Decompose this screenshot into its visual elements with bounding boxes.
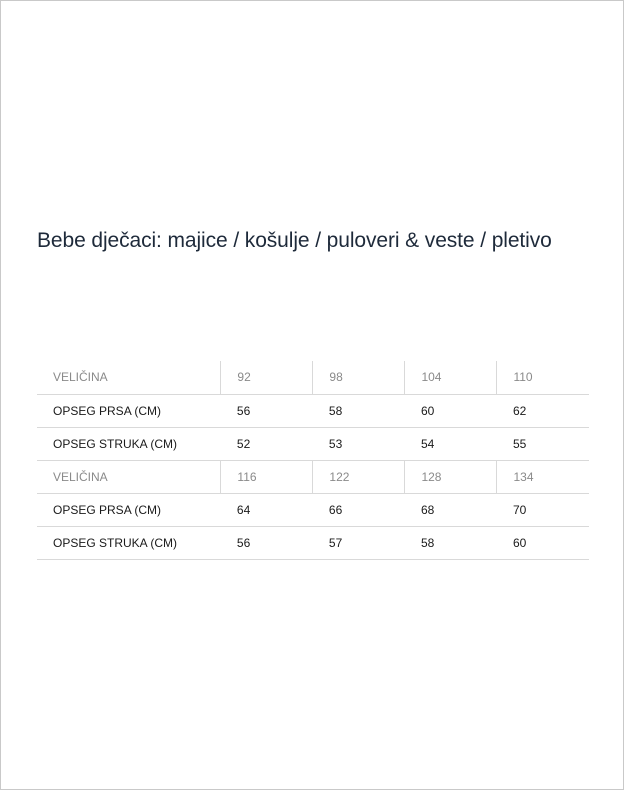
table-cell: 68 (405, 493, 497, 526)
table-cell: 64 (221, 493, 313, 526)
size-chart-table (37, 361, 589, 560)
table-row-waist (37, 526, 589, 559)
row-label: OPSEG PRSA (CM) (37, 493, 221, 526)
row-label: VELIČINA (37, 460, 221, 493)
table-row-size (37, 460, 589, 493)
table-cell: 98 (313, 361, 405, 394)
table-cell: 128 (405, 460, 497, 493)
table-cell: 104 (405, 361, 497, 394)
table-row-chest (37, 394, 589, 427)
table-row-size (37, 361, 589, 394)
table-cell: 58 (405, 526, 497, 559)
table-cell: 110 (497, 361, 589, 394)
table-cell: 62 (497, 394, 589, 427)
table-row-waist (37, 427, 589, 460)
table-cell: 116 (221, 460, 313, 493)
row-label: OPSEG STRUKA (CM) (37, 427, 221, 460)
table-cell: 60 (497, 526, 589, 559)
table-cell: 66 (313, 493, 405, 526)
row-label: VELIČINA (37, 361, 221, 394)
table-cell: 54 (405, 427, 497, 460)
table-cell: 56 (221, 394, 313, 427)
table-cell: 122 (313, 460, 405, 493)
table-cell: 56 (221, 526, 313, 559)
table-cell: 57 (313, 526, 405, 559)
page-title: Bebe dječaci: majice / košulje / puloveri & veste / pletivo (37, 229, 552, 252)
table-row-chest (37, 493, 589, 526)
table-cell: 53 (313, 427, 405, 460)
table-cell: 60 (405, 394, 497, 427)
row-label: OPSEG STRUKA (CM) (37, 526, 221, 559)
table-cell: 92 (221, 361, 313, 394)
table-cell: 52 (221, 427, 313, 460)
table-cell: 70 (497, 493, 589, 526)
table-cell: 55 (497, 427, 589, 460)
row-label: OPSEG PRSA (CM) (37, 394, 221, 427)
table-cell: 134 (497, 460, 589, 493)
table-cell: 58 (313, 394, 405, 427)
